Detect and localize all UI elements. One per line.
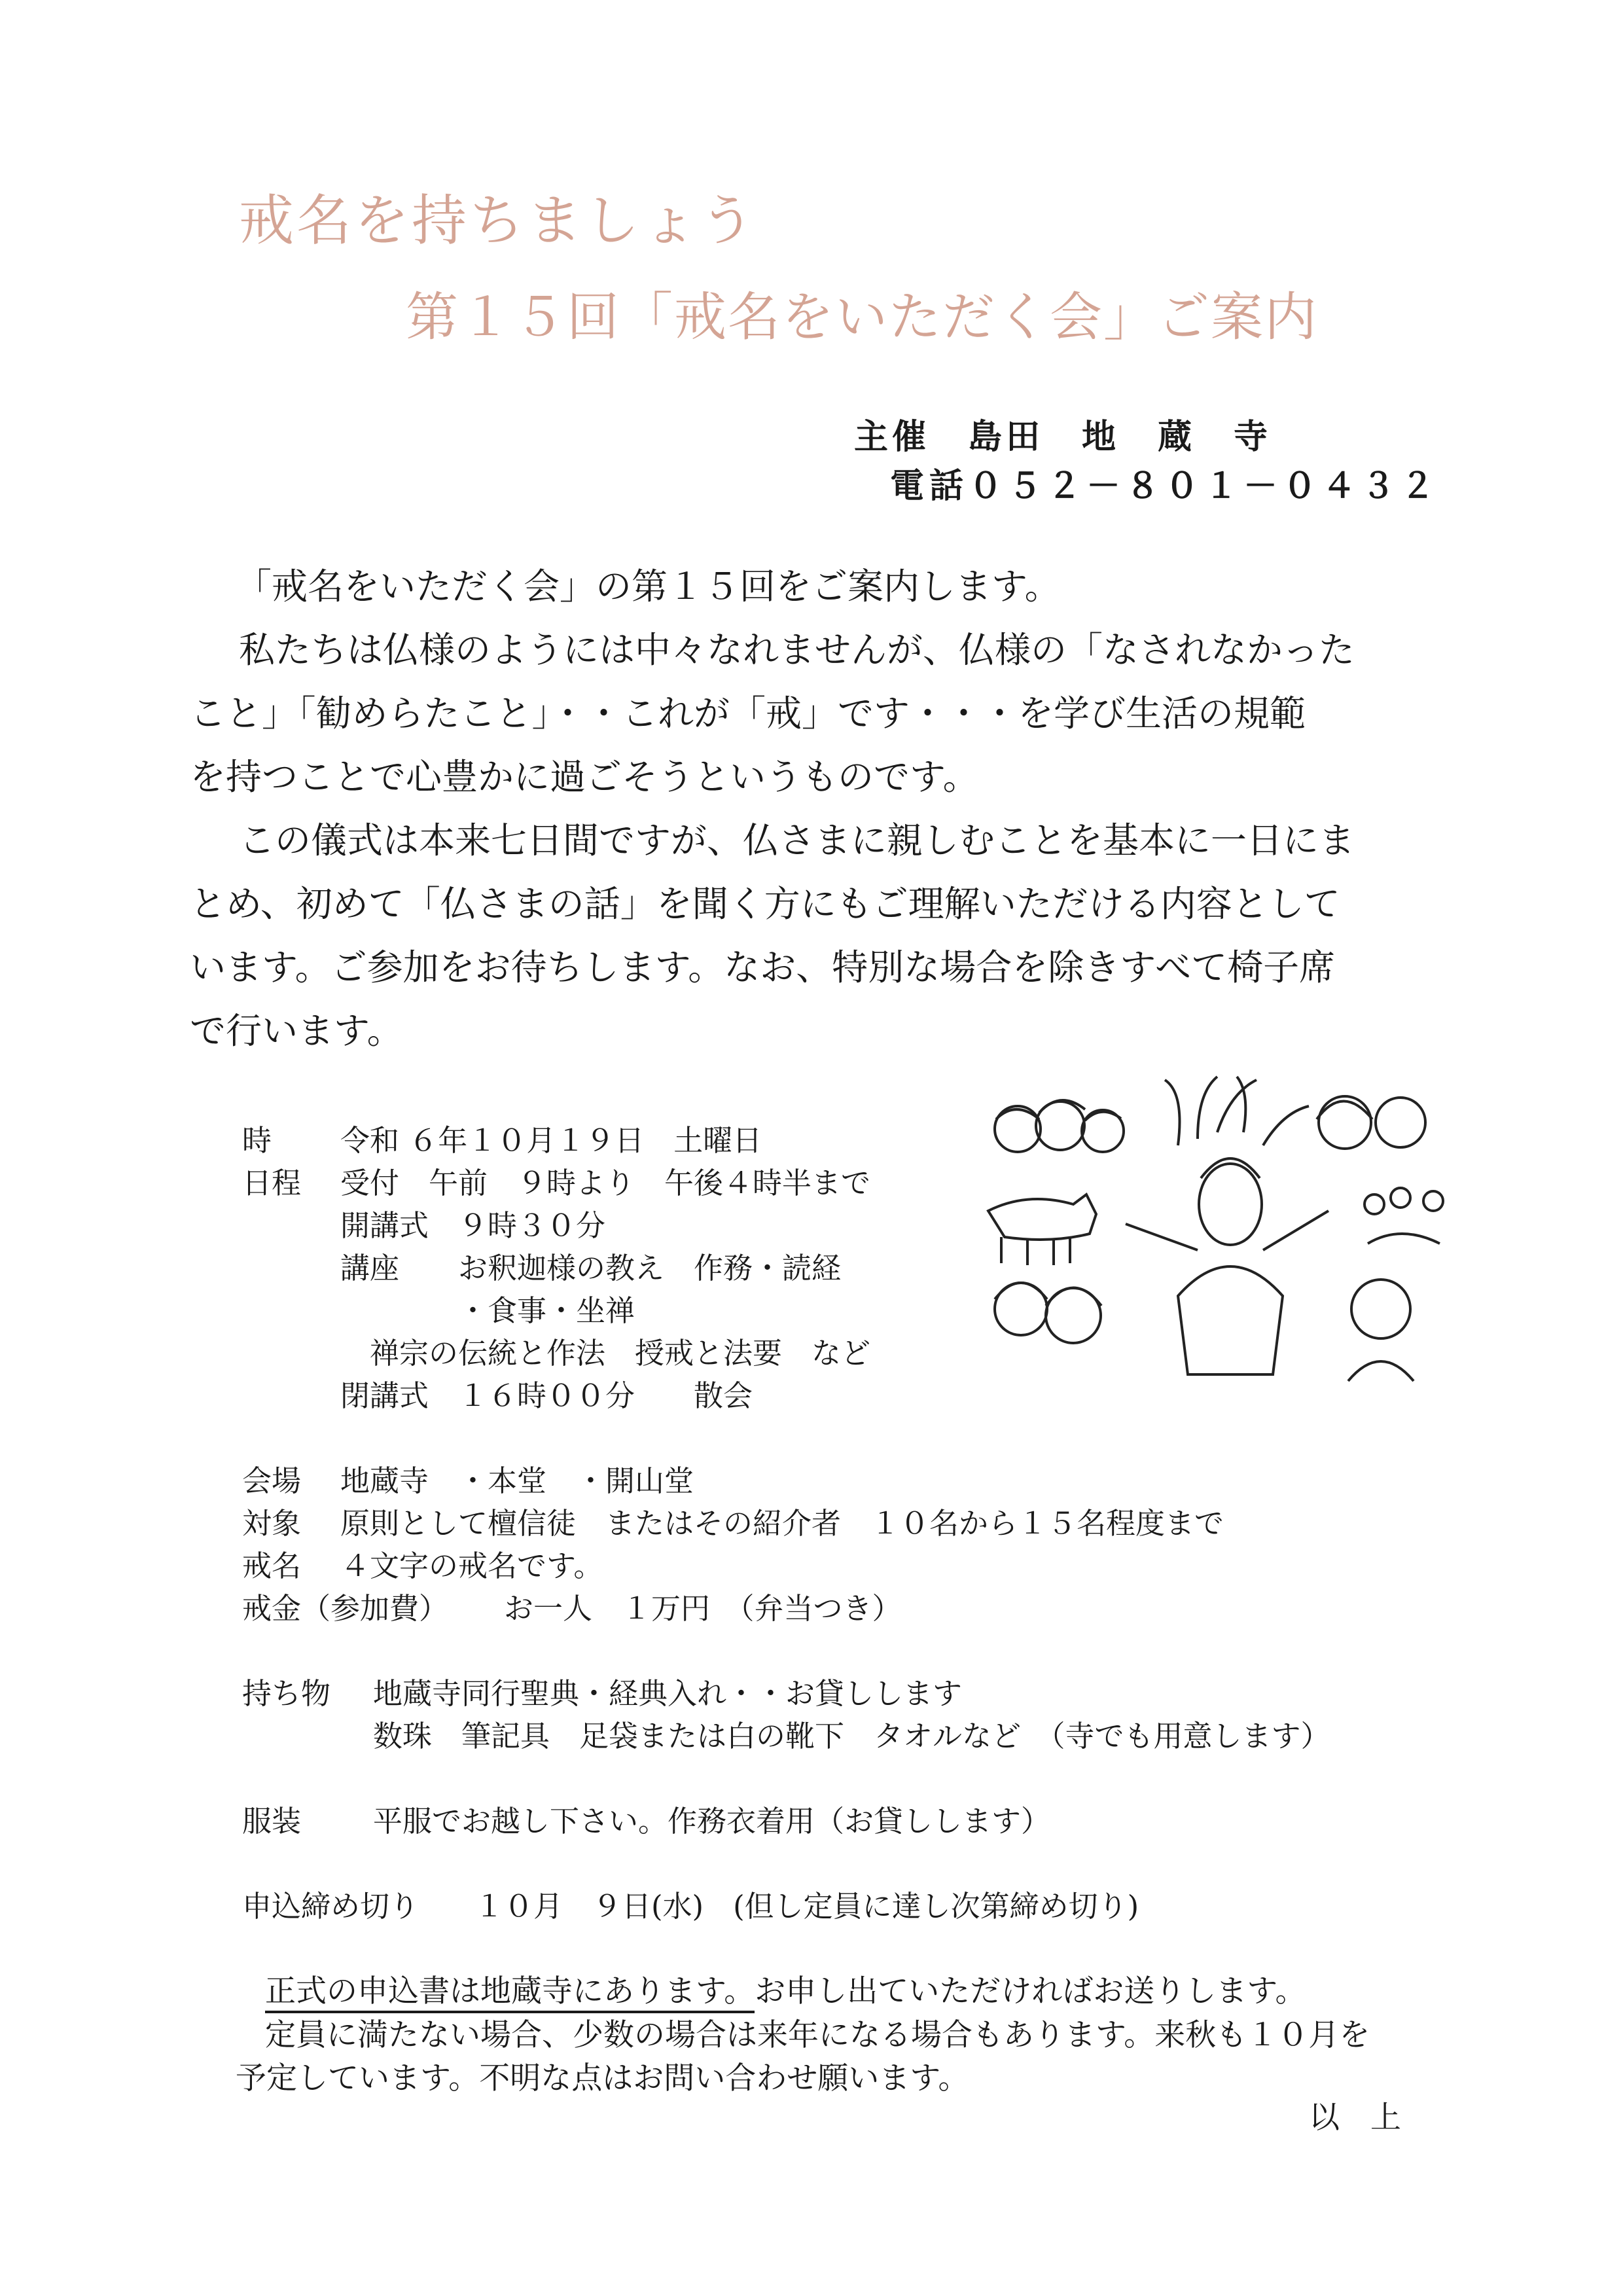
schedule-line: 開講式 ９時３０分 — [340, 1208, 606, 1243]
fee-value: お一人 １万円 （弁当つき） — [504, 1591, 902, 1626]
phone-number: 電話０５２－８０１－０４３２ — [890, 467, 1440, 506]
intro-line: 私たちは仏様のようには中々なれませんが、仏様の「なされなかった — [203, 629, 1355, 671]
items-line: 数珠 筆記具 足袋または白の靴下 タオルなど （寺でも用意します） — [373, 1719, 1330, 1753]
intro-paragraph — [190, 555, 1433, 1063]
intro-line: この儀式は本来七日間ですが、仏さまに親しむことを基本に一日にま — [203, 819, 1355, 861]
deadline-value: １０月 ９日(水) (但し定員に達し次第締め切り) — [474, 1889, 1139, 1924]
venue-value: 地蔵寺 ・本堂 ・開山堂 — [340, 1463, 694, 1498]
venue-label: 会場 — [242, 1463, 302, 1498]
sponsor-line: 主催 島田 地 蔵 寺 — [854, 418, 1272, 457]
dress-value: 平服でお越し下さい。作務衣着用（お貸しします） — [373, 1804, 1051, 1839]
date-value: 令和 ６年１０月１９日 土曜日 — [340, 1123, 762, 1158]
items-line: 地蔵寺同行聖典・経典入れ・・お貸しします — [373, 1676, 963, 1711]
closing-line-3: 予定しています。不明な点はお問い合わせ願います。 — [236, 2060, 969, 2096]
target-value: 原則として檀信徒 またはその紹介者 １０名から１５名程度まで — [340, 1506, 1224, 1541]
fee-label: 戒金（参加費） — [242, 1591, 449, 1626]
page-title: 戒名を持ちましょう — [239, 188, 758, 253]
schedule-line: 講座 お釈迦様の教え 作務・読経 — [340, 1251, 842, 1285]
intro-line: で行います。 — [190, 1010, 403, 1052]
dress-label: 服装 — [242, 1804, 302, 1839]
kaimyo-label: 戒名 — [242, 1549, 302, 1583]
schedule-line: 閉講式 １６時００分 散会 — [340, 1378, 753, 1413]
schedule-line: ・食事・坐禅 — [340, 1293, 635, 1328]
items-label: 持ち物 — [242, 1676, 331, 1711]
intro-line: こと」「勧めらたこと」・・これが「戒」です・・・を学び生活の規範 — [190, 692, 1306, 734]
closing-rest: お申し出ていただければお送りします。 — [755, 1973, 1306, 2009]
kaimyo-value: ４文字の戒名です。 — [340, 1549, 603, 1583]
intro-line: を持つことで心豊かに過ごそうというものです。 — [190, 756, 979, 798]
schedule-line: 受付 午前 ９時より 午後４時半まで — [340, 1166, 871, 1200]
application-form-note: 正式の申込書は地蔵寺にあります。 — [265, 1973, 755, 2013]
people-and-buddha-drawing — [982, 1073, 1479, 1388]
intro-line: います。ご参加をお待ちします。なお、特別な場合を除きすべて椅子席 — [190, 946, 1336, 988]
deadline-label: 申込締め切り — [242, 1889, 419, 1924]
intro-line: 「戒名をいただく会」の第１５回をご案内します。 — [236, 565, 1061, 607]
date-label: 時 — [242, 1123, 272, 1158]
schedule-line: 禅宗の伝統と作法 授戒と法要 など — [340, 1336, 871, 1371]
schedule-label: 日程 — [242, 1166, 302, 1200]
closing-line-1 — [265, 1967, 1306, 2011]
page-subtitle: 第１５回「戒名をいただく会」ご案内 — [406, 287, 1318, 348]
buddha-illustration — [982, 1073, 1479, 1388]
end-mark: 以 上 — [1309, 2100, 1401, 2136]
closing-line-2: 定員に満たない場合、少数の場合は来年になる場合もあります。来秋も１０月を — [265, 2017, 1370, 2053]
intro-line: とめ、初めて「仏さまの話」を聞く方にもご理解いただける内容として — [190, 883, 1340, 925]
target-label: 対象 — [242, 1506, 302, 1541]
